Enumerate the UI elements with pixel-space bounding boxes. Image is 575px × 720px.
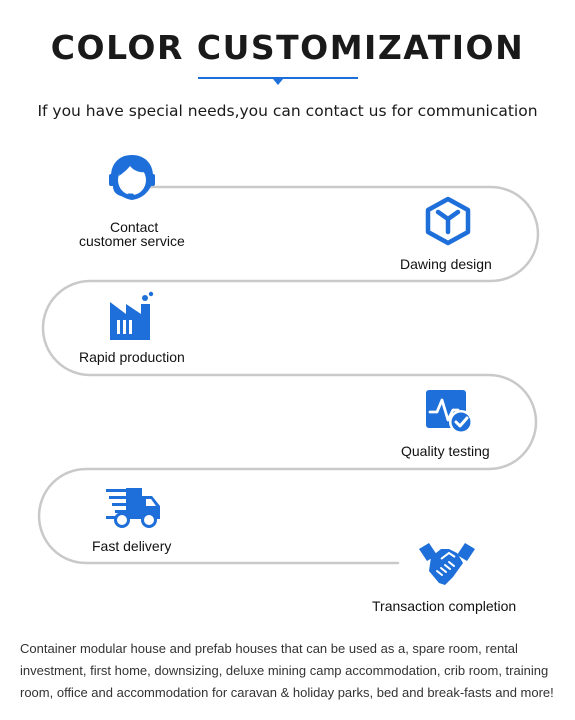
step-label-design: Dawing design	[400, 256, 492, 272]
cube-design-icon	[424, 196, 472, 246]
step-label-quality: Quality testing	[401, 443, 490, 459]
step-label-production: Rapid production	[79, 349, 185, 365]
step-label-transaction: Transaction completion	[372, 598, 517, 614]
step-label-delivery: Fast delivery	[92, 538, 172, 554]
page-title: COLOR CUSTOMIZATION	[50, 28, 525, 67]
customer-service-icon	[106, 152, 158, 204]
step-label-contact-line2: customer service	[79, 233, 185, 249]
page-subtitle: If you have special needs,you can contact us for communication	[37, 102, 538, 120]
footer-description: Container modular house and prefab houses that can be used as a, spare room, rental investment, first home, downsizing, deluxe mining camp accommodation, crib room, training room, office and accommodation for caravan & holiday parks, bed and break-fasts and more!	[20, 641, 554, 700]
step-label-contact-line1: Contact	[110, 219, 159, 235]
delivery-truck-icon	[102, 486, 164, 528]
factory-icon	[108, 290, 158, 342]
quality-check-icon	[424, 388, 474, 436]
handshake-icon	[417, 541, 477, 589]
